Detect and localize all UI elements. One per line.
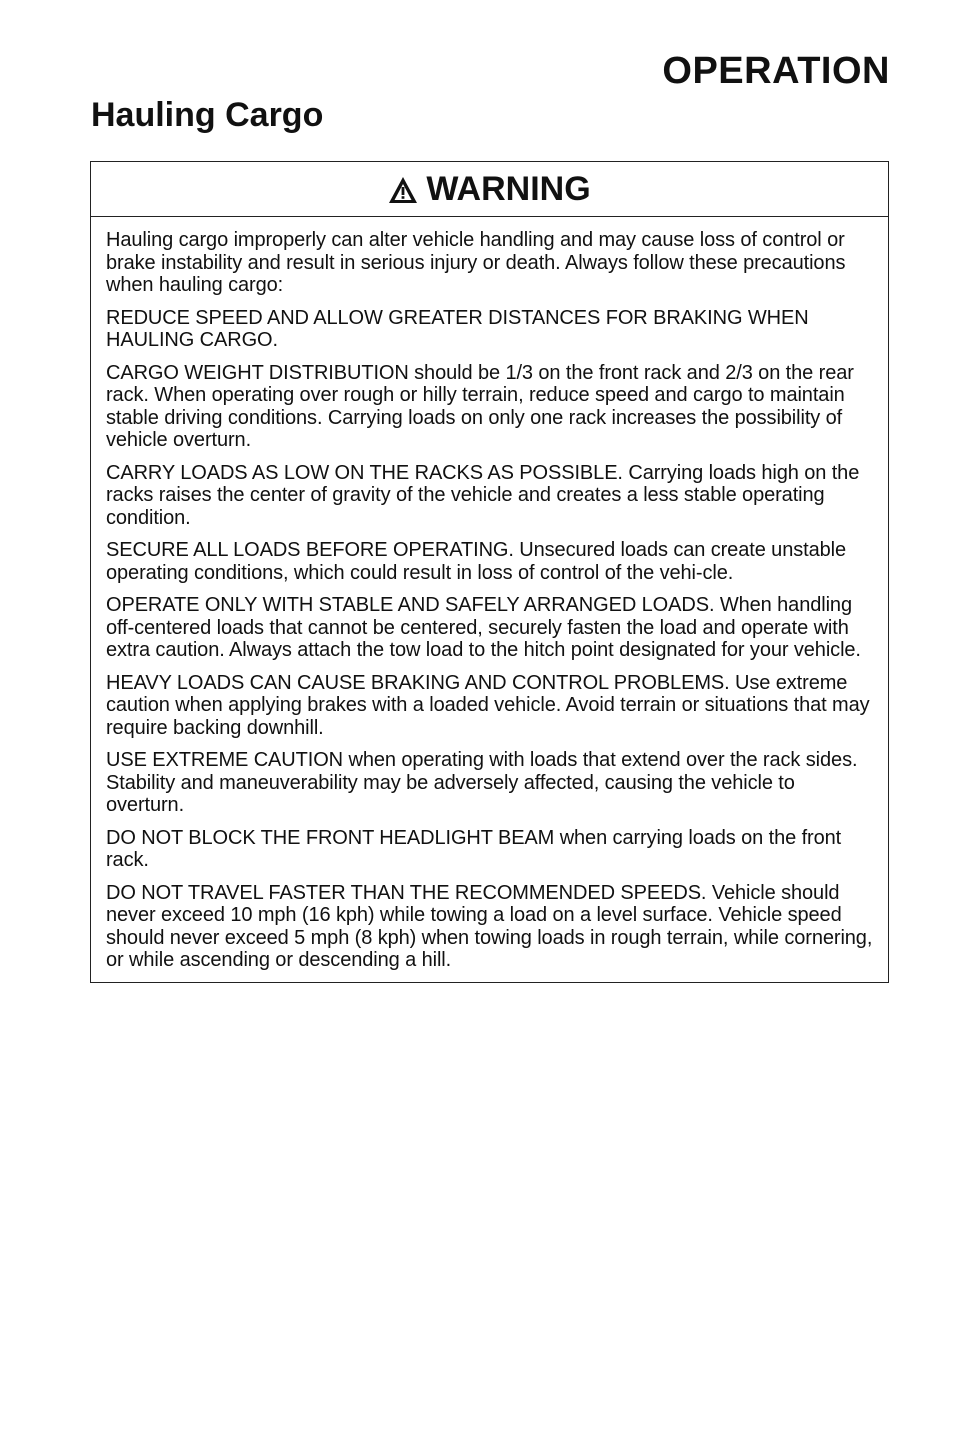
warning-box (90, 161, 889, 983)
page-title: Hauling Cargo (91, 96, 324, 134)
warning-paragraph-headlight: DO NOT BLOCK THE FRONT HEADLIGHT BEAM when carrying loads on the front rack. (106, 826, 842, 871)
warning-paragraph-heavy-loads: HEAVY LOADS CAN CAUSE BRAKING AND CONTROL PROBLEMS. Use extreme caution when applying brakes with a loaded vehicle. Avoid terrain or situations that may require backing downhill. (106, 671, 870, 739)
warning-paragraph-weight-distribution: CARGO WEIGHT DISTRIBUTION should be 1/3 on the front rack and 2/3 on the rear rack. When operating over rough or hilly terrain, reduce speed and cargo to maintain stable driving conditions. Carrying loads on only one rack increases the possibility of vehicle overturn. (106, 361, 854, 451)
warning-triangle-icon (388, 176, 418, 204)
section-header: OPERATION (662, 50, 890, 92)
warning-paragraph-secure-loads: SECURE ALL LOADS BEFORE OPERATING. Unsecured loads can create unstable operating conditions, which could result in loss of control of the vehi-cle. (106, 539, 846, 584)
warning-body (91, 217, 888, 982)
warning-paragraph-reduce-speed: REDUCE SPEED AND ALLOW GREATER DISTANCES FOR BRAKING WHEN HAULING CARGO. (106, 306, 809, 351)
warning-paragraph-speed-limits: DO NOT TRAVEL FASTER THAN THE RECOMMENDED SPEEDS. Vehicle should never exceed 10 mph (16 kph) while towing a load on a level surface. Vehicle speed should never exceed 5 mph (8 kph) when towing loads in rough terrain, while cornering, or while ascending or descending a hill. (106, 881, 873, 971)
warning-paragraph-extreme-caution: USE EXTREME CAUTION when operating with loads that extend over the rack sides. Stability and maneuverability may be adversely affected, causing the vehicle to overturn. (106, 749, 858, 816)
warning-heading: WARNING (426, 170, 591, 208)
warning-paragraph-stable-loads: OPERATE ONLY WITH STABLE AND SAFELY ARRANGED LOADS. When handling off-centered loads that cannot be centered, securely fasten the load and operate with extra caution. Always attach the tow load to the hitch point designated for your vehicle. (106, 594, 861, 661)
warning-paragraph-carry-low: CARRY LOADS AS LOW ON THE RACKS AS POSSIBLE. Carrying loads high on the racks raises the center of gravity of the vehicle and creates a less stable operating condition. (106, 461, 860, 529)
warning-header (91, 162, 888, 217)
warning-paragraph-intro: Hauling cargo improperly can alter vehicle handling and may cause loss of control or brake instability and result in serious injury or death. Always follow these precautions when hauling cargo: (106, 229, 846, 296)
